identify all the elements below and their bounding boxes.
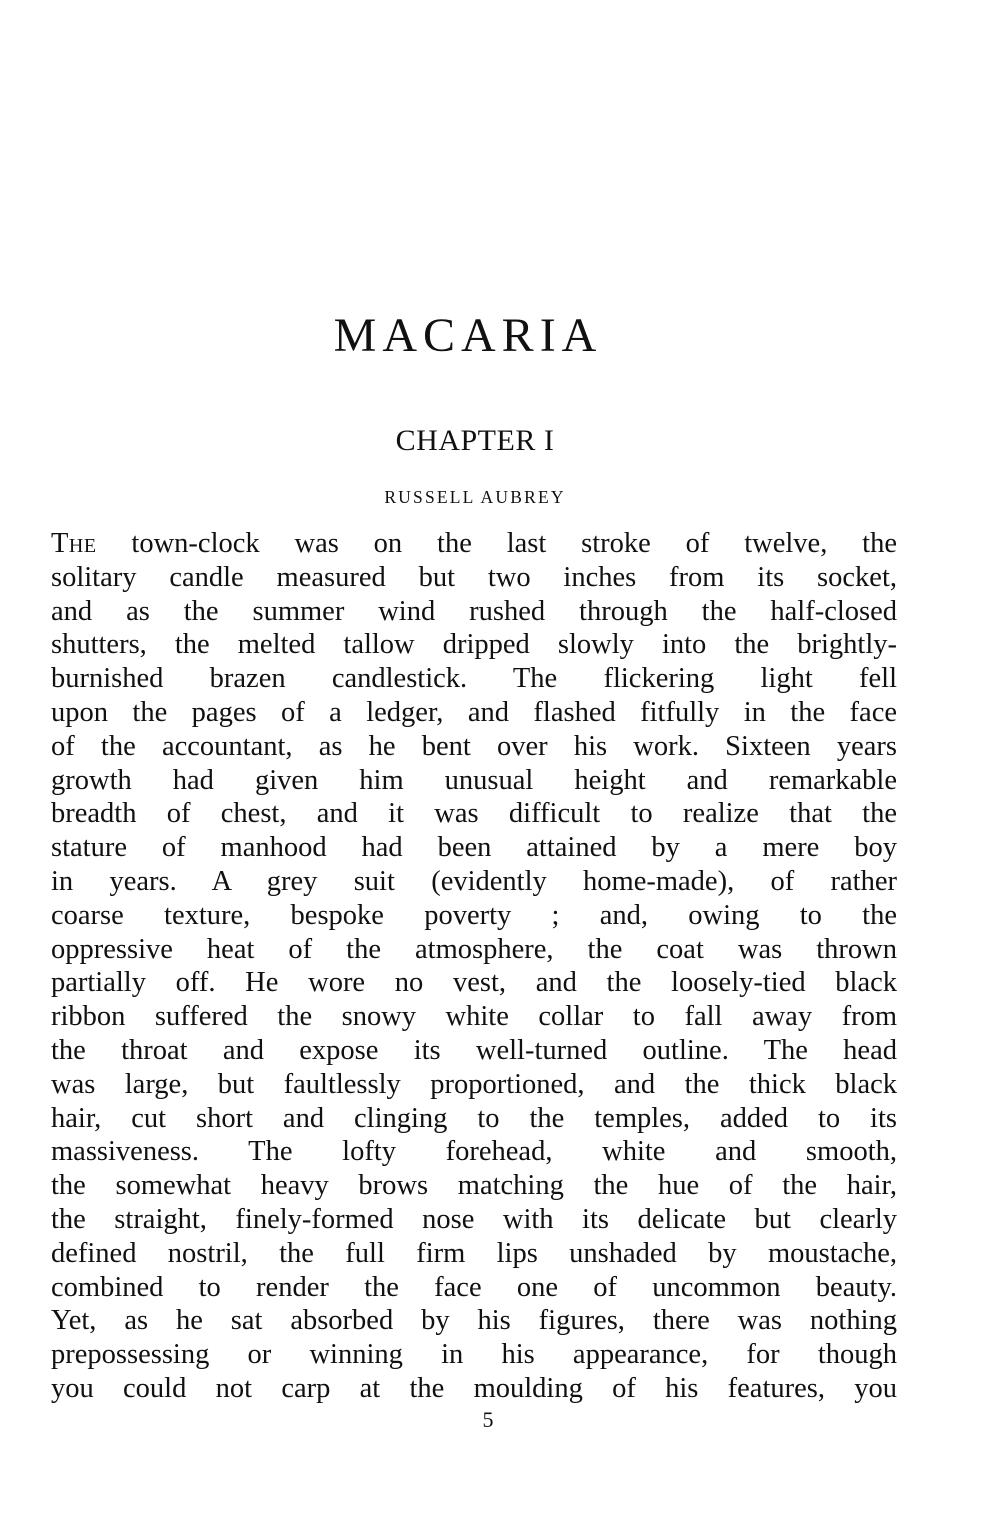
chapter-subtitle: RUSSELL AUBREY [384,487,566,507]
text-line: of the accountant, as he bent over his work. Sixteen years [51,730,897,762]
text-line: stature of manhood had been attained by a mere boy [51,832,897,864]
text-line: ribbon suffered the snowy white collar to fall away from [51,1001,897,1033]
text-line: in years. A grey suit (evidently home-made), of rather [51,865,897,897]
text-line: combined to render the face one of uncommon beauty. [51,1271,897,1303]
text-line: solitary candle measured but two inches from its socket, [51,561,897,593]
text-line: the throat and expose its well-turned outline. The head [51,1034,897,1066]
opening-word: The [51,528,97,559]
text-line: hair, cut short and clinging to the temples, added to its [51,1102,897,1134]
text-line: upon the pages of a ledger, and flashed fitfully in the face [51,696,897,728]
chapter-heading: CHAPTER I [395,424,555,457]
text-line: massiveness. The lofty forehead, white and smooth, [51,1136,897,1168]
text-line: coarse texture, bespoke poverty ; and, owing to the [51,899,897,931]
body-paragraph [51,527,897,1406]
text-line: the straight, finely-formed nose with its delicate but clearly [51,1203,897,1235]
text-line: the somewhat heavy brows matching the hue of the hair, [51,1170,897,1202]
text-line: prepossessing or winning in his appearance, for though [51,1339,897,1371]
text-line: was large, but faultlessly proportioned, and the thick black [51,1068,897,1100]
text-line: growth had given him unusual height and remarkable [51,764,897,796]
text-line: defined nostril, the full firm lips unshaded by moustache, [51,1237,897,1269]
page-number: 5 [482,1407,494,1432]
text-line: shutters, the melted tallow dripped slowly into the brightly- [51,629,897,661]
book-title: MACARIA [333,309,603,362]
text-line: Yet, as he sat absorbed by his figures, there was nothing [51,1305,897,1337]
text-line: breadth of chest, and it was difficult to realize that the [51,798,897,830]
text-line: you could not carp at the moulding of his features, you [51,1372,897,1404]
text-line: partially off. He wore no vest, and the loosely-tied black [51,967,897,999]
text-line: The town-clock was on the last stroke of twelve, the [51,528,897,559]
text-line: and as the summer wind rushed through the half-closed [51,595,897,627]
text-line: burnished brazen candlestick. The flickering light fell [51,663,897,695]
text-line: oppressive heat of the atmosphere, the coat was thrown [51,933,897,965]
